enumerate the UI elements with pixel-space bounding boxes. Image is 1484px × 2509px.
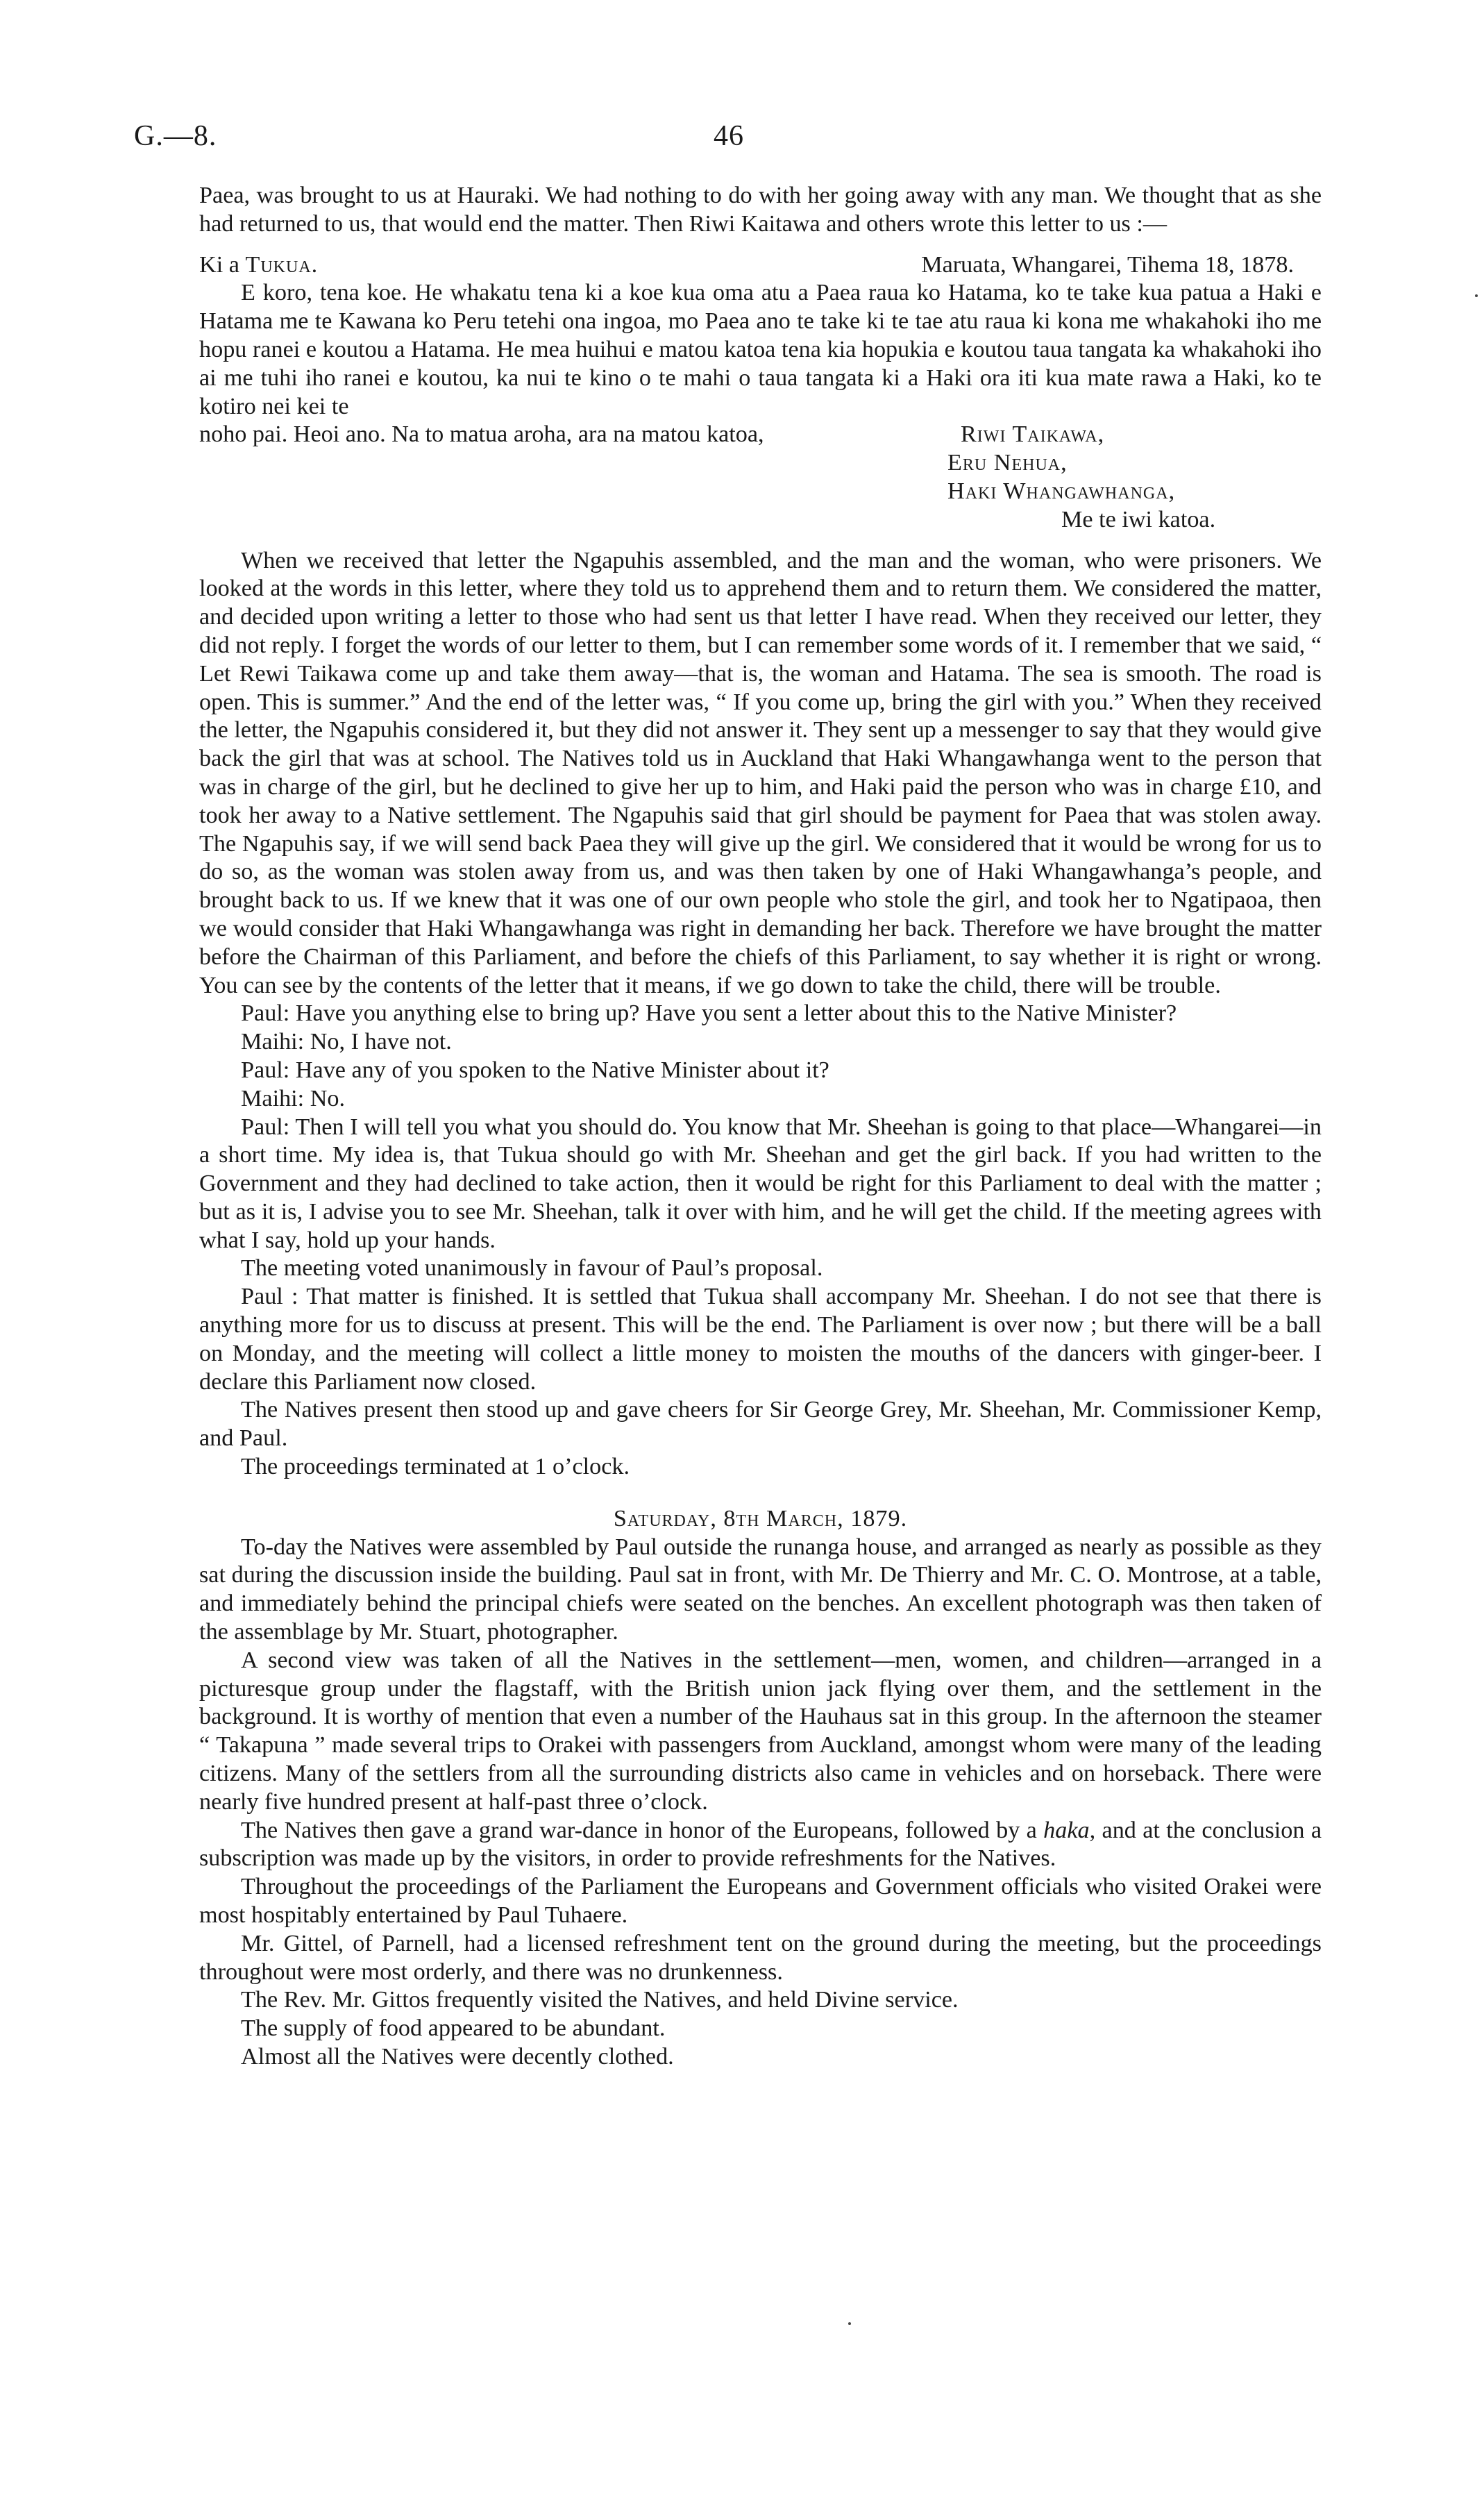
- haka-paragraph: The Natives then gave a grand war-dance in honor of the Europeans, followed by a haka, and at the conclusion a subscription was made up by the visitors, in order to provide refreshments for the Natives.: [199, 1817, 1322, 1872]
- letter-heading: [199, 251, 1322, 280]
- section-heading: Saturday, 8th March, 1879.: [613, 1505, 908, 1532]
- paragraph: A second view was taken of all the Natives in the settlement—men, women, and children—arranged in a picturesque group under the flagstaff, with the British union jack flying over them, and the settlement in the background. It is worthy of mention that even a number of the Hauhaus sat in this group. In the afternoon the steamer “ Takapuna ” made several trips to Orakei with passengers from Auckland, amongst whom were many of the leading citizens. Many of the settlers from all the surrounding districts also came in vehicles and on horseback. There were nearly five hundred present at half-past three o’clock.: [199, 1647, 1322, 1815]
- page-number: 46: [714, 120, 744, 152]
- letter-closing: noho pai. Heoi ano. Na to matua aroha, ara na matou katoa,: [199, 421, 764, 448]
- paragraph: Paul: Have any of you spoken to the Native Minister about it?: [241, 1057, 829, 1083]
- letter-body: E koro, tena koe. He whakatu tena ki a koe kua oma atu a Paea raua ko Hatama, ko te take kua patua a Haki e Hatama me te Kawana ko Peru tetehi ona ingoa, mo Paea ano te take ki te tae atu raua ki kona me whakahoki iho me hopu ranei e koutou a Hatama. He mea huihui e matou katoa tena kia hopukia e koutou taua tangata ka whakahoki iho ai me tuhi iho ranei e koutou, ka nui te kino o te mahi o taua tangata ki a Haki ora iti kua mate rawa a Haki, ko te kotiro nei kei te: [199, 280, 1322, 419]
- paragraph: Maihi: No, I have not.: [241, 1029, 452, 1055]
- paragraph: Maihi: No.: [241, 1085, 346, 1111]
- letter-place-date: Maruata, Whangarei, Tihema 18, 1878.: [921, 251, 1294, 278]
- paragraph: The supply of food appeared to be abundant.: [241, 2015, 666, 2042]
- addressee-name: Tukua.: [245, 251, 319, 278]
- signatory-1: Riwi Taikawa,: [961, 421, 1105, 448]
- paragraph: Paul: Have you anything else to bring up? Have you sent a letter about this to the Native Minister?: [241, 1000, 1177, 1027]
- paragraph: Paul : That matter is finished. It is settled that Tukua shall accompany Mr. Sheehan. I do not see that there is anything more for us to discuss at present. This will be the end. The Parliament is over now ; but there will be a ball on Monday, and the meeting will collect a little money to moisten the mouths of the dancers with ginger-beer. I declare this Parliament now closed.: [199, 1284, 1322, 1395]
- paragraph: To-day the Natives were assembled by Paul outside the runanga house, and arranged as nearly as possible as they sat during the discussion inside the building. Paul sat in front, with Mr. De Thierry and Mr. C. O. Montrose, at a table, and immediately behind the principal chiefs were seated on the benches. An excellent photograph was then taken of the assemblage by Mr. Stuart, photographer.: [199, 1534, 1322, 1645]
- paragraph: Mr. Gittel, of Parnell, had a licensed refreshment tent on the ground during the meeting, but the proceedings throughout were most orderly, and there was no drunkenness.: [199, 1930, 1322, 1985]
- paragraph: Paul: Then I will tell you what you should do. You know that Mr. Sheehan is going to that place—Whangarei—in a short time. My idea is, that Tukua should go with Mr. Sheehan and get the girl back. If you had written to the Government and they had declined to take action, then it would be right for this Parliament to deal with the matter ; but as it is, I advise you to see Mr. Sheehan, talk it over with him, and he will get the child. If the meeting agrees with what I say, hold up your hands.: [199, 1114, 1322, 1253]
- signatory-3: Haki Whangawhanga,: [947, 478, 1176, 504]
- body-text: [199, 182, 1322, 2072]
- paragraph: The proceedings terminated at 1 o’clock.: [241, 1454, 630, 1480]
- paragraph: The Rev. Mr. Gittos frequently visited the Natives, and held Divine service.: [241, 1987, 959, 2013]
- intro-paragraph: Paea, was brought to us at Hauraki. We had nothing to do with her going away with any man. We thought that as she had returned to us, that would end the matter. Then Riwi Kaitawa and others wrote this letter to us :—: [199, 183, 1322, 237]
- signatory-2: Eru Nehua,: [947, 450, 1068, 476]
- paragraph: The meeting voted unanimously in favour of Paul’s proposal.: [241, 1255, 823, 1282]
- print-speck: [1475, 294, 1478, 297]
- letter-closing-line: [199, 421, 1322, 449]
- haka-word: haka,: [1043, 1817, 1096, 1843]
- paragraph: Throughout the proceedings of the Parliament the Europeans and Government officials who visited Orakei were most hospitably entertained by Paul Tuhaere.: [199, 1874, 1322, 1929]
- paragraph: Almost all the Natives were decently clothed.: [241, 2044, 674, 2070]
- letter-signoff: Me te iwi katoa.: [1061, 506, 1216, 532]
- paragraph: When we received that letter the Ngapuhis assembled, and the man and the woman, who were prisoners. We looked at the words in this letter, where they told us to apprehend them and to return them. We considered the matter, and decided upon writing a letter to those who had sent us that letter I have read. When they received our letter, they did not reply. I forget the words of our letter to them, but I can remember some words of it. I remember that we said, “ Let Rewi Taikawa come up and take them away—that is, the woman and Hatama. The sea is smooth. The road is open. This is summer.” And the end of the letter was, “ If you come up, bring the girl with you.” When they received the letter, the Ngapuhis considered it, but they did not answer it. They sent up a messenger to say that they would give back the girl that was at school. The Natives told us in Auckland that Haki Whangawhanga went to the person that was in charge of the girl, but he declined to give her up to him, and Haki paid the person who was in charge £10, and took her away to a Native settlement. The Ngapuhis said that girl should be payment for Paea that was stolen away. The Ngapuhis say, if we will send back Paea they will give up the girl. We considered that it would be wrong for us to do so, as the woman was stolen away from us, and was then taken by one of Haki Whangawhanga’s people, and brought back to us. If we knew that it was one of our own people who stole the girl, and took her to Ngatipaoa, then we would consider that Haki Whangawhanga was right in demanding her back. Therefore we have brought the matter before the Chairman of this Parliament, and before the chiefs of this Parliament, to say whether it is right or wrong. You can see by the contents of the letter that it means, if we go down to take the child, there will be trouble.: [199, 547, 1322, 998]
- letter-addressee: Ki a Tukua.: [199, 251, 319, 278]
- document-reference: G.—8.: [134, 120, 217, 152]
- print-speck: [848, 2322, 851, 2325]
- paragraph: The Natives present then stood up and gave cheers for Sir George Grey, Mr. Sheehan, Mr. Commissioner Kemp, and Paul.: [199, 1397, 1322, 1452]
